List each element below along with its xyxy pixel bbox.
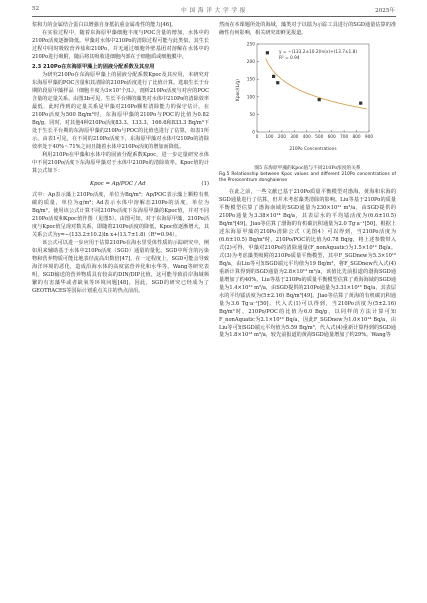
- x-tick-label: 600: [327, 134, 336, 140]
- left-paragraph-3: 为研究210Po在东海原甲藻上的固液分配系数Kpoc及其应用，本研究对东海原甲藻的POC含量和其清除的210Po活度进行了比值计算。选取生长于台期阶段原甲藻样品（细胞丰度为3×10⁷个/L），剖析210Po活度与对应的POC含量的定量关系。由图3b可见，生长平台期的藻类对水体中210Po的清除效率最低，此时得到的定量关系是甲藻对210Po颗粒清除能力的保守估计。在210Po活度为500 Bq/m³时，东海原甲藻的210Po与POC的比值为0.82 Bq/g，同时，对其他4种210Po活度83.3、133.3、166.6和833.3 Bq/m³下处于生长平台期的东海原甲藻的210Po与POC的比值也进行了估算，如表1所示。由表1可见，在不同的210Po活度下，东海原甲藻对水体中210Po的清除效率处于40%～71%之间且随着水体中210Po活度的增加而降低。: [32, 71, 209, 150]
- data-point-5: [359, 102, 362, 105]
- page-number: 52: [32, 6, 40, 12]
- y-axis-label: Kpoc/(L/g): [236, 79, 241, 101]
- figure-5: [219, 38, 396, 163]
- left-paragraph-2: 在实验过程中，随着东海原甲藻细胞丰度与POC含量的增加，水体中的210Po活度逐渐降低。甲藻对水体中210Po的清除过程可能与此类似，其生长过程中同时吸收营养盐和210Po，并无通过细胞外壁基团对溶解在水体中的210Po进行吸附，随后将其吸收进细胞内部在于细胞质或细胞膜中。: [32, 29, 209, 60]
- left-paragraph-1: 浆和力的金属结合蛋白以增强自身抵抗重金属毒性的能力[46]。: [32, 22, 177, 28]
- y-tick-label: 250: [246, 42, 255, 48]
- fit-equation: y = −(133.2±10.2)ln(x)+(13.7±1.8): [279, 49, 358, 55]
- left-column: [32, 22, 209, 296]
- data-point-4: [318, 98, 321, 101]
- equation-1: [32, 180, 209, 188]
- x-tick-label: 500: [315, 134, 324, 140]
- section-heading: 2.3 210Po在东海原甲藻上的固液分配系数及其应用: [32, 63, 155, 70]
- right-paragraph-2: 在此之前，一些文献已基于210Po质量平衡模型对渤海、黄海和东海的SGD通量进行了估算，但并未考虑藻类清除的影响。Liu等基于210Po的质量平衡模型估算了渤海南域的SGD通量为230×10¹¹ m³/a，由SGD提供的210Po通量为3.38×10¹⁴ Bq/a，其表层水的平均镭活度为(6.6±10.5) Bq/m³[49]。Jiao等估算了渤海的有机碳沉积通量为2.0 Tg·a⁻¹[50]，根据上述东海原甲藻的210Po清除公式（见图4）可以得到，当210Po活度为(6.6±10.5) Bq/m³时，210Po/POC的比值为0.78 Bq/g，将上述参数带入式(2)可得，甲藻对210Po的清除通量(F_nonAquatic)为1.5×10¹² Bq/a。式(3)为考虑藻类吸附的210Po质量平衡模型，其中F_SGDnew为5.3×10¹³ Bq/a，由Liu等可知SGD端元平均值为19 Bq/m³，将F_SGDnew代入式(4)重新计算得到的SGD通量为2.8×10¹³ m³/a，该值比先前报道的渤海SGD通量增加了约40%。Liu等基于210Po的质量平衡模型估算了黄海海域的SGD通量为1.4×10¹² m³/a，由SGD提供的210Po通量为3.31×10¹³ Bq/a，其表层水的平均镭活度为(5±2.16) Bq/m³[49]。Jiao等估算了黄海的有机碳沉积通量为3.6 Tg·a⁻¹[50]。代入式(1)可以得到，当210Po活度为(5±2.16) Bq/m³时，210Po/POC的比值为6.0 Bq/g，以同样的方法计算可知F_nonAquatic为2.1×10¹³ Bq/a，因此F_SGDnew为1.0×10¹⁴ Bq/a，由Liu等可知SGD端元平均值为5.59 Bq/m³，代入式(4)重新计算得到的SGD通量为1.8×10¹³ m³/a，较先前报道的黄海SGD通量增加了约29%。Wang等: [219, 188, 396, 339]
- kpoc-chart: [219, 38, 396, 163]
- equation-rhs: Ap/POC / Ad: [111, 180, 146, 187]
- journal-name: 中 国 海 洋 大 学 学 报: [181, 8, 246, 14]
- left-paragraph-5: 式中：Ap表示藻上210Po活度，单位为Bq/m³；Ap/POC表示藻上颗粒有机碳的质量，单位为g/m³；Ad表示水体中溶解态210Po的活度，单位为Bq/m³。使用该公式计算不同210Po活度下东海原甲藻的Kpoc值，并对不同210Po活度和Kpoc值作图（见图5）。由图可知，对于东海原甲藻，210Po活度与Kpoc值呈现对数关系，即随着210Po活度的降低，Kpoc值逐渐增大，其关系公式为y=−(133.2±10.2)ln x+(13.7±1.8)（R²=0.94）。: [32, 192, 209, 239]
- y-tick-label: 200: [246, 60, 255, 66]
- right-paragraph-1: 然而在本课题所处的海域，藻类对于以镭为示踪工具进行的SGD通量估算的准确性有何影响，相关研究却鲜见报道。: [219, 22, 396, 36]
- y-tick-label: 100: [246, 95, 255, 101]
- data-point-3: [276, 81, 279, 84]
- x-tick-label: 900: [364, 134, 374, 140]
- x-tick-label: 100: [265, 134, 274, 140]
- x-tick-label: 200: [277, 134, 286, 140]
- header-rule: [32, 16, 396, 17]
- left-paragraph-4: 利用210Po在甲藻和水体中的固液分配系数Kpoc，进一步定量研究水体中不同210Po活度下东海原甲藻对于水体中210Po的清除效率。Kpoc值的计算公式如下：: [32, 151, 209, 174]
- x-tick-label: 0: [255, 134, 259, 140]
- r-squared-label: R² = 0.94: [279, 55, 300, 61]
- equation-lhs: Kpoc =: [90, 180, 110, 187]
- data-point-2: [272, 75, 275, 78]
- journal-year: 2025年: [375, 8, 395, 14]
- plot-frame: [257, 44, 369, 132]
- x-tick-label: 800: [352, 134, 361, 140]
- x-tick-label: 700: [340, 134, 349, 140]
- x-tick-label: 300: [290, 134, 299, 140]
- left-paragraph-6: 该公式可以进一步应用于估算210Po在海水里受体性质的示踪研究中，例如用来辅助基于水体中210Po活度（SGD）通量的量化。SGD中所含的污染物和营养物质可能比地表径流高出数倍[47]，在一定程度上，SGD可能会导致海洋环境的恶化，造成沿海水体的高度富营养化和水华等。Wang等研究表明，SGD输送的营养物质具有较高的DIN/DIP比值，这可能导致沿岸海域频繁的有害藻华或者缺氧等环境问题[48]。因此，SGD的研究已经成为了GEOTRACES等国际计划重点关注的热点前沿。: [32, 240, 209, 294]
- equation-number: (1): [201, 180, 209, 187]
- x-tick-label: 400: [302, 134, 311, 140]
- right-column: [219, 22, 396, 340]
- figure-caption-en: Fig.5 Relationship between Kpoc values and different 210Po concentrations of the Prorocentrum donghaiense: [219, 172, 396, 184]
- figure-caption-cn: 图5 东海原甲藻的Kpoc值与不同210Po浓度的关系: [254, 165, 361, 171]
- y-tick-label: 150: [246, 77, 255, 83]
- x-axis-label: 210Po Concentrations: [289, 146, 337, 152]
- y-tick-label: 50: [249, 112, 255, 118]
- data-point-1: [266, 51, 269, 54]
- figure-caption: [219, 165, 396, 185]
- y-tick-label: 0: [252, 130, 255, 136]
